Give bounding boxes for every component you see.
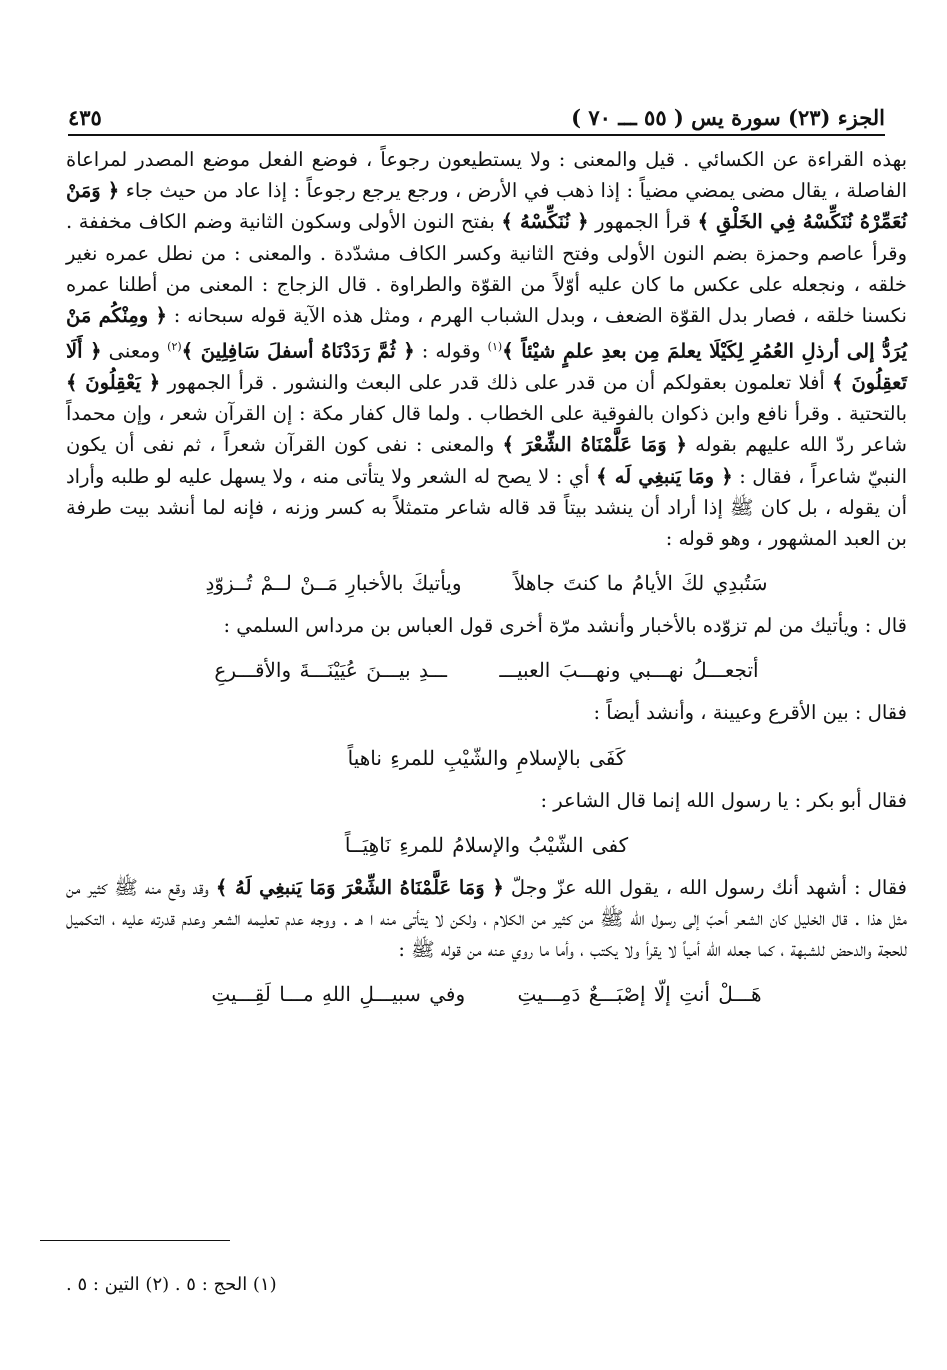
paragraph-1: بهذه القراءة عن الكسائي . قيل والمعنى : ولا يستطيعون رجوعاً ، فوضع الفعل موضع المصدر لمراعاة الفاصلة ، يقال مضى يمضي مضياً : إذا ذهب في الأرض ، ورجع يرجع رجوعاً : إذا عاد من حيث جاء ﴿ وَمَنْ نُعَمِّرْهُ نُنَكِّسْهُ فِي الخَلْقِ ﴾ قرأ الجمهور ﴿ نُنَكِّسْهُ ﴾ بفتح النون الأولى وسكون الثانية وضم الكاف مخففة . وقرأ عاصم وحمزة بضم النون الأولى وفتح الثانية وكسر الكاف مشدّدة . والمعنى : من نطل عمره نغير خلقه ، ونجعله على عكس ما كان عليه أوّلاً من القوّة والطراوة . قال الزجاج : المعنى من أطلنا عمره نكسنا خلقه ، فصار بدل القوّة الضعف ، وبدل الشباب الهرم ، ومثل هذه الآية قوله سبحانه : ﴿ ومِنْكُم مَنْ يُرَدُّ إلى أرذلِ العُمُرِ لِكَيْلَا يعلمَ مِن بعدِ علمٍ شيْئاً ﴾$^{(١)}$ وقوله : ﴿ ثُمَّ رَدَدْنَاهُ أسفلَ سَافِلِينَ ﴾$^{(٢)}$ ومعنى ﴿ أَلَا تَعقِلُونَ ﴾ أفلا تعلمون بعقولكم أن من قدر على ذلك قدر على البعث والنشور . قرأ الجمهور ﴿ يَعْقِلُونَ ﴾ بالتحتية . وقرأ نافع وابن ذكوان بالفوقية على الخطاب . ولما قال كفار مكة : إن القرآن شعر ، وإن محمداً شاعر ردّ الله عليهم بقوله ﴿ وَمَا عَلَّمْنَاهُ الشِّعْرَ ﴾ والمعنى : نفى كون القرآن شعراً ، ثم نفى أن يكون النبيّ شاعراً ، فقال : ﴿ ومَا يَنبغِي لَه ﴾ أي : لا يصح له الشعر ولا يتأتى منه ، ولا يسهل عليه لو طلبه وأراد أن يقوله ، بل كان ﷺ إذا أراد أن ينشد بيتاً قد قاله شاعر متمثلاً به كسر وزنه ، فإنه لما أنشد بيت طرفة بن العبد المشهور ، وهو قوله : [66, 148, 908, 550]
footnote-separator [40, 1240, 230, 1241]
poetry-verse [66, 979, 907, 1009]
verse-hemistich: هَـــلْ أنتِ إلّا إصْبَـــعٌ دَمِـــيتِ [517, 982, 762, 1007]
quran-quote: ﴿ وَمَا عَلَّمْنَاهُ الشِّعْرَ وَمَا يَنبغِي لَهُ ﴾ [215, 875, 504, 899]
poetry-verse: كفى الشّيْبُ والإسلامُ للمرءِ نَاهِيَــاً [344, 832, 629, 857]
quran-quote: ﴿ ومِنْكُم مَنْ يُرَدُّ إلى أرذلِ العُمُرِ لِكَيْلَا يعلمَ مِن بعدِ علمٍ شيْئاً ﴾ [66, 304, 907, 363]
quran-quote: ﴿ يَعْقِلُونَ ﴾ [66, 370, 161, 394]
page-number: ٤٣٥ [68, 105, 102, 130]
footnote-text: (١) الحج : ٥ . (٢) التين : ٥ . [66, 1274, 277, 1295]
verse-hemistich: ويأتيكَ بالأخبارِ مَــنْ لــمْ تُــزوّدِ [205, 571, 462, 596]
paragraph-4: فقال أبو بكر : يا رسول الله إنما قال الشاعر : [540, 788, 907, 812]
footnote-ref: (٢) [167, 340, 182, 354]
poetry-verse: كَفَى بالإسلامِ والشّيْبِ للمرءِ ناهياً [347, 745, 626, 770]
page-header [68, 100, 885, 136]
quran-quote: ﴿ ومَا يَنبغِي لَه ﴾ [596, 464, 733, 488]
verse-hemistich: وفي سبيـــلِ اللهِ مـــا لَقِـــيتِ [211, 982, 466, 1007]
paragraph-3: فقال : بين الأقرع وعيينة ، وأنشد أيضاً : [593, 701, 907, 725]
running-title: الجزء (٢٣) سورة يس ( ٥٥ ـــ ٧٠ ) [571, 105, 885, 130]
poetry-verse [66, 655, 907, 685]
footnote-ref: (١) [487, 340, 503, 354]
quran-quote: ﴿ وَمَنْ نُعَمِّرْهُ نُنَكِّسْهُ فِي الخَلْقِ ﴾ [66, 179, 907, 234]
main-text [66, 144, 907, 1021]
quran-quote: ﴿ أَلَا تَعقِلُونَ ﴾ [66, 339, 907, 394]
footnotes [66, 1272, 907, 1298]
paragraph-5: فقال : أشهد أنك رسول الله ، يقول الله عزّ وجلّ ﴿ وَمَا عَلَّمْنَاهُ الشِّعْرَ وَمَا يَنبغِي لَهُ ﴾ وقد وقع منه ﷺ كثير من مثل هذا . قال الخليل كان الشعر أحبّ إلى رسول الله ﷺ من كثير من الكلام ، ولكن لا يتأتى منه ا هـ . ووجه عدم تعليمه الشعر وعدم قدرته عليه ، التكميل للحجة والدحض للشبهة ، كما جعله الله أمياً لا يقرأ ولا يكتب ، وأما ما روي عنه من قوله ﷺ : [66, 875, 908, 962]
verse-hemistich: سَتُبدِي لكَ الأيامُ ما كنتَ جاهلاً [513, 571, 768, 596]
verse-hemistich: أتجعـــلُ نهـــبي ونهـــبَ العبيـــ [499, 658, 759, 683]
paragraph-2: قال : ويأتيك من لم تزوّده بالأخبار وأنشد مرّة أخرى قول العباس بن مرداس السلمي : [223, 614, 907, 638]
quran-quote: ﴿ ثُمَّ رَدَدْنَاهُ أسفلَ سَافِلِينَ ﴾ [181, 339, 415, 363]
quran-quote: ﴿ وَمَا عَلَّمْنَاهُ الشِّعْرَ ﴾ [502, 433, 687, 457]
verse-hemistich: ـــدِ بيـــنَ عُيَيْنَـــةَ والأقـــرعِ [214, 658, 448, 683]
quran-quote: ﴿ نُنَكِّسْهُ ﴾ [501, 210, 589, 234]
poetry-verse [66, 568, 907, 598]
